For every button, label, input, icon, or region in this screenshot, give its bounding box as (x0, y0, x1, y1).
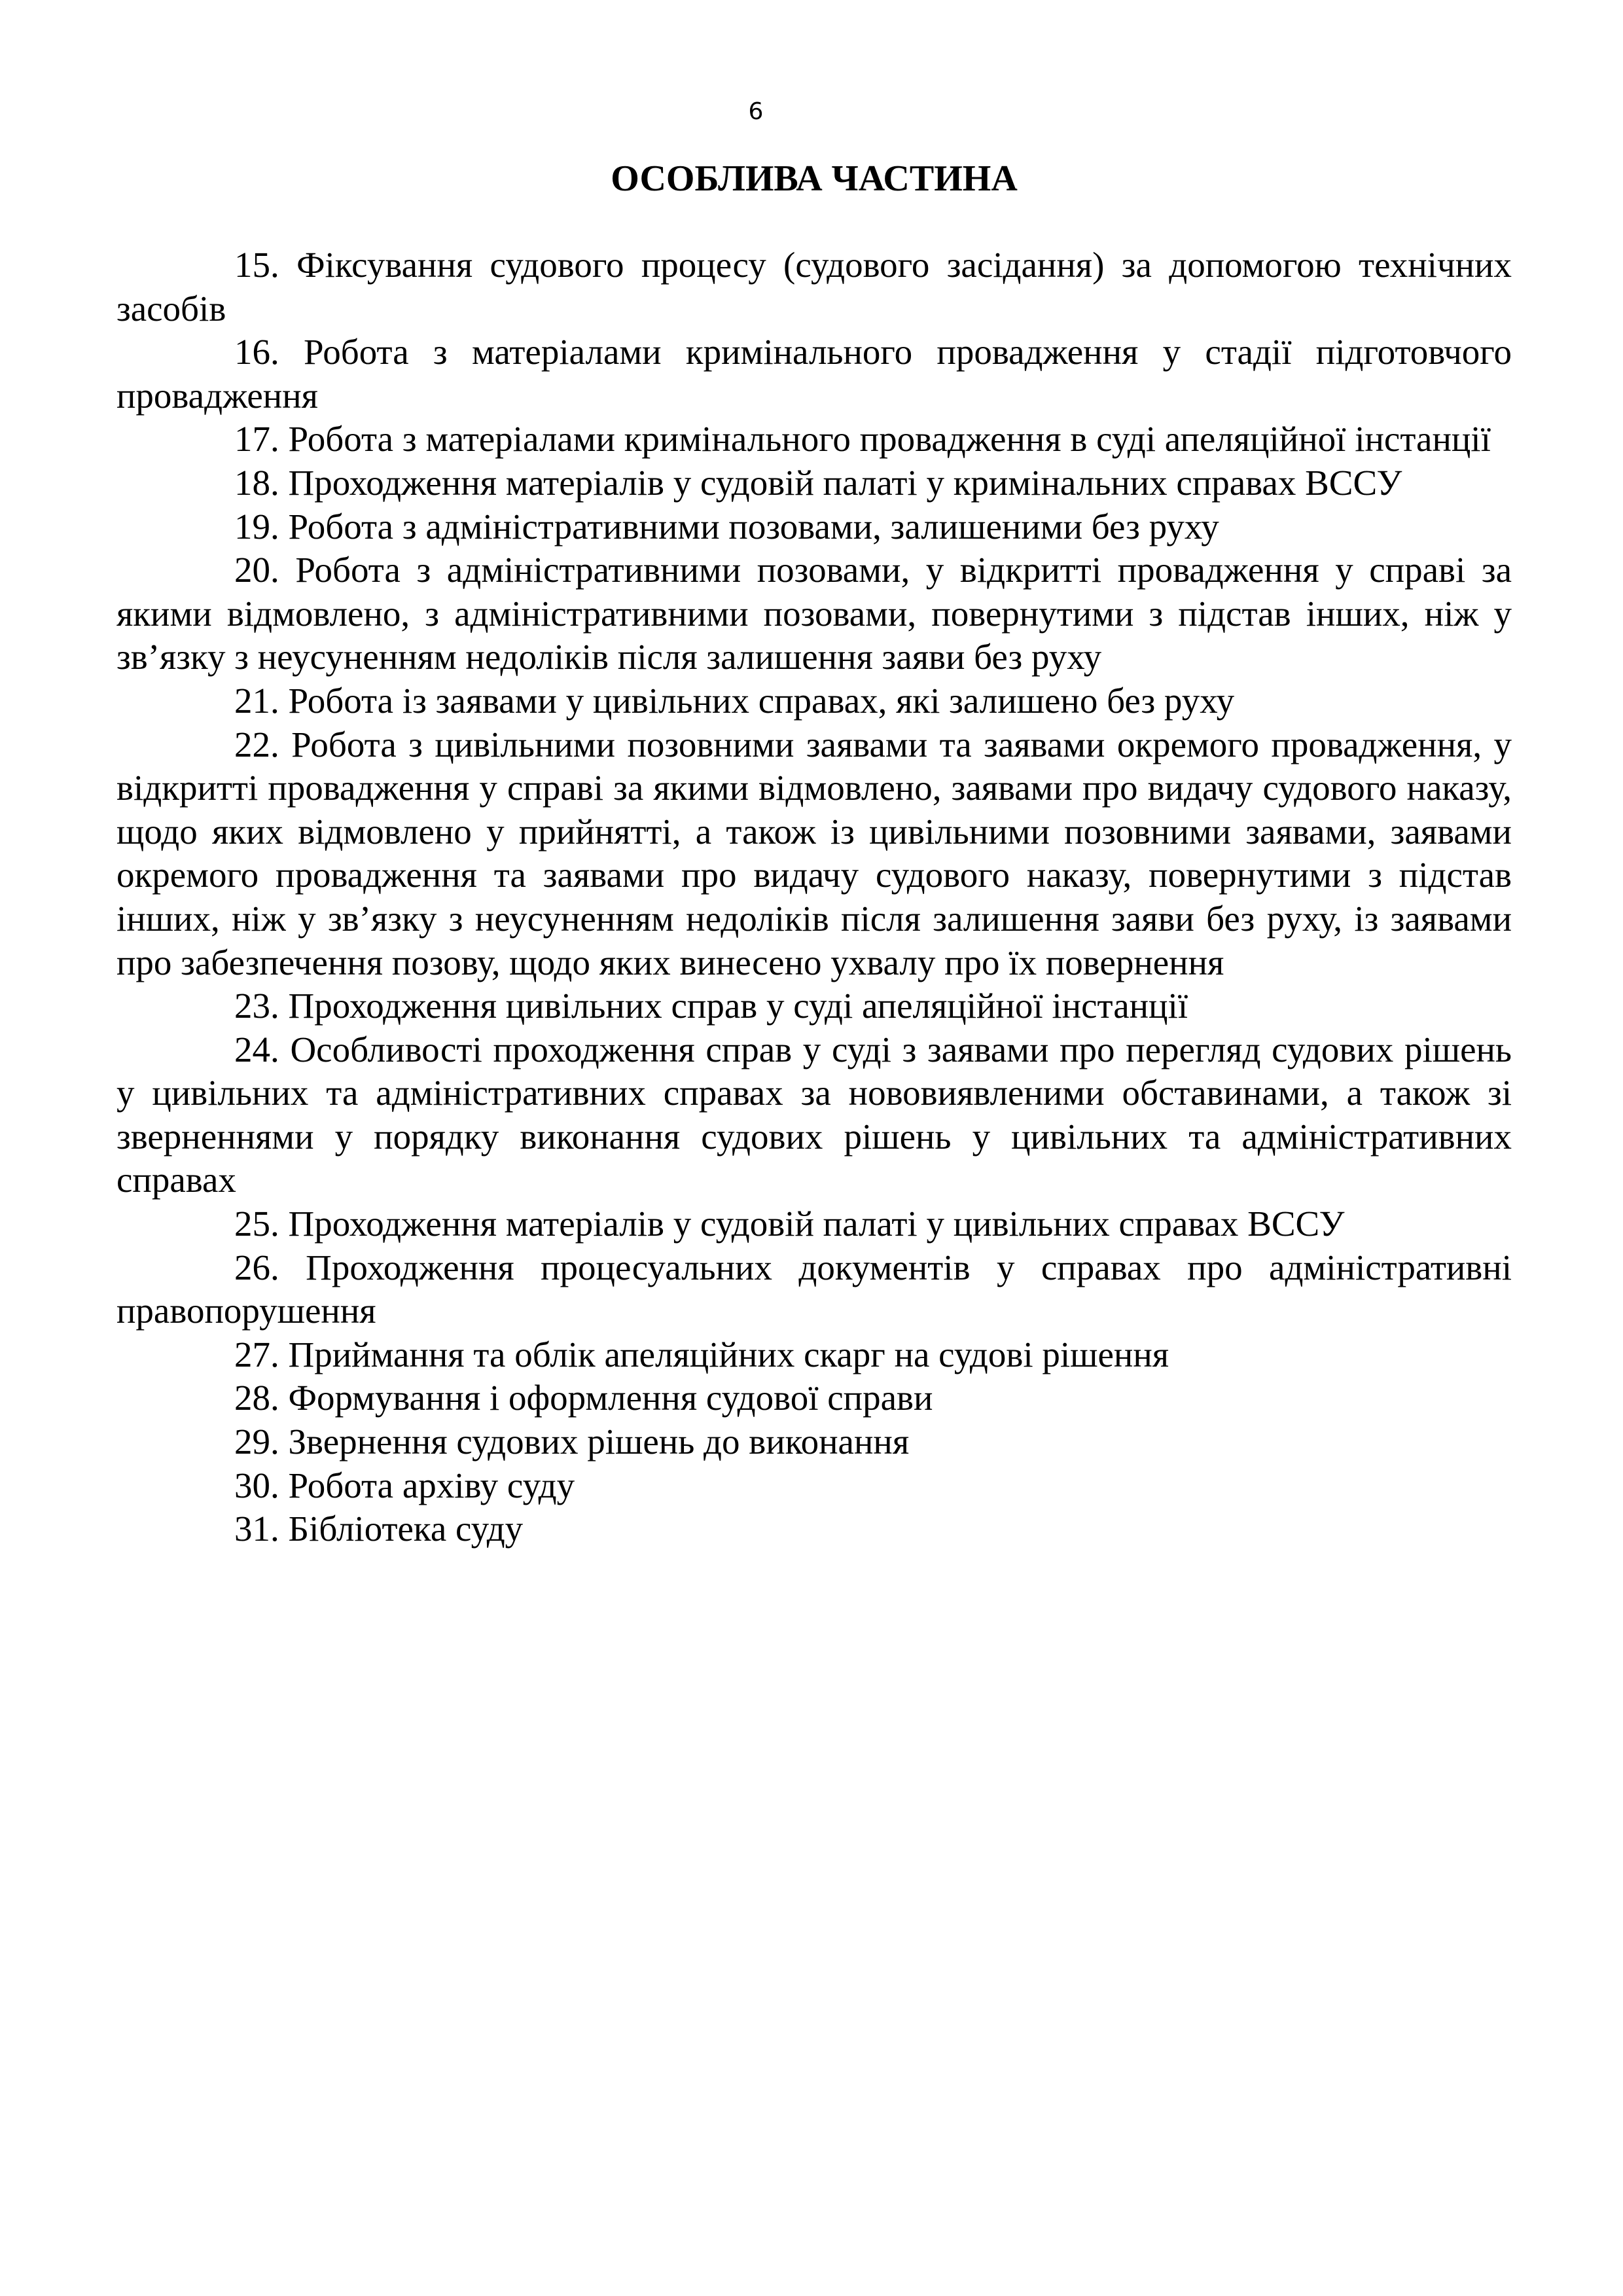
list-item: 24. Особливості проходження справ у суді з заявами про перегляд судових рішень у цивільних та адміністративних справах за нововиявленими обставинами, а також зі зверненнями у порядку виконання судових рішень у цивільних та адміністративних справах (116, 1029, 1512, 1200)
list-item: 19. Робота з адміністративними позовами, залишеними без руху (234, 506, 1219, 547)
list-item: 30. Робота архіву суду (234, 1465, 575, 1505)
list-item: 21. Робота із заявами у цивільних справах, які залишено без руху (234, 680, 1235, 721)
list-item: 18. Проходження матеріалів у судовій палаті у кримінальних справах ВССУ (234, 462, 1402, 503)
list-item: 20. Робота з адміністративними позовами, у відкритті провадження у справі за якими відмовлено, з адміністративними позовами, повернутими з підстав інших, ніж у зв’язку з неусуненням недоліків після залишення заяви без руху (116, 550, 1512, 677)
list-item: 16. Робота з матеріалами кримінального провадження у стадії підготовчого провадження (116, 332, 1512, 416)
page-number: 6 (748, 98, 764, 125)
list-item: 28. Формування і оформлення судової справи (234, 1378, 933, 1418)
list-item: 23. Проходження цивільних справ у суді апеляційної інстанції (234, 986, 1188, 1026)
list-item: 25. Проходження матеріалів у судовій палаті у цивільних справах ВССУ (234, 1204, 1345, 1244)
list-item: 17. Робота з матеріалами кримінального провадження в суді апеляційної інстанції (234, 419, 1491, 459)
list-item: 22. Робота з цивільними позовними заявами та заявами окремого провадження, у відкритті провадження у справі за якими відмовлено, заявами про видачу судового наказу, щодо яких відмовлено у прийнятті, а також із цивільними позовними заявами, заявами окремого провадження та заявами про видачу судового наказу, повернутими з підстав інших, ніж у зв’язку з неусуненням недоліків після залишення заяви без руху, із заявами про забезпечення позову, щодо яких винесено ухвалу про їх повернення (116, 724, 1512, 982)
list-item: 31. Бібліотека суду (234, 1509, 524, 1549)
list-item: 27. Приймання та облік апеляційних скарг на судові рішення (234, 1334, 1169, 1374)
list-item: 26. Проходження процесуальних документів у справах про адміністративні правопорушення (116, 1247, 1512, 1331)
list-item: 29. Звернення судових рішень до виконання (234, 1422, 910, 1462)
section-title: ОСОБЛИВА ЧАСТИНА (611, 158, 1018, 199)
list-item: 15. Фіксування судового процесу (судового засідання) за допомогою технічних засобів (116, 245, 1512, 329)
contents-list (116, 243, 1512, 1551)
